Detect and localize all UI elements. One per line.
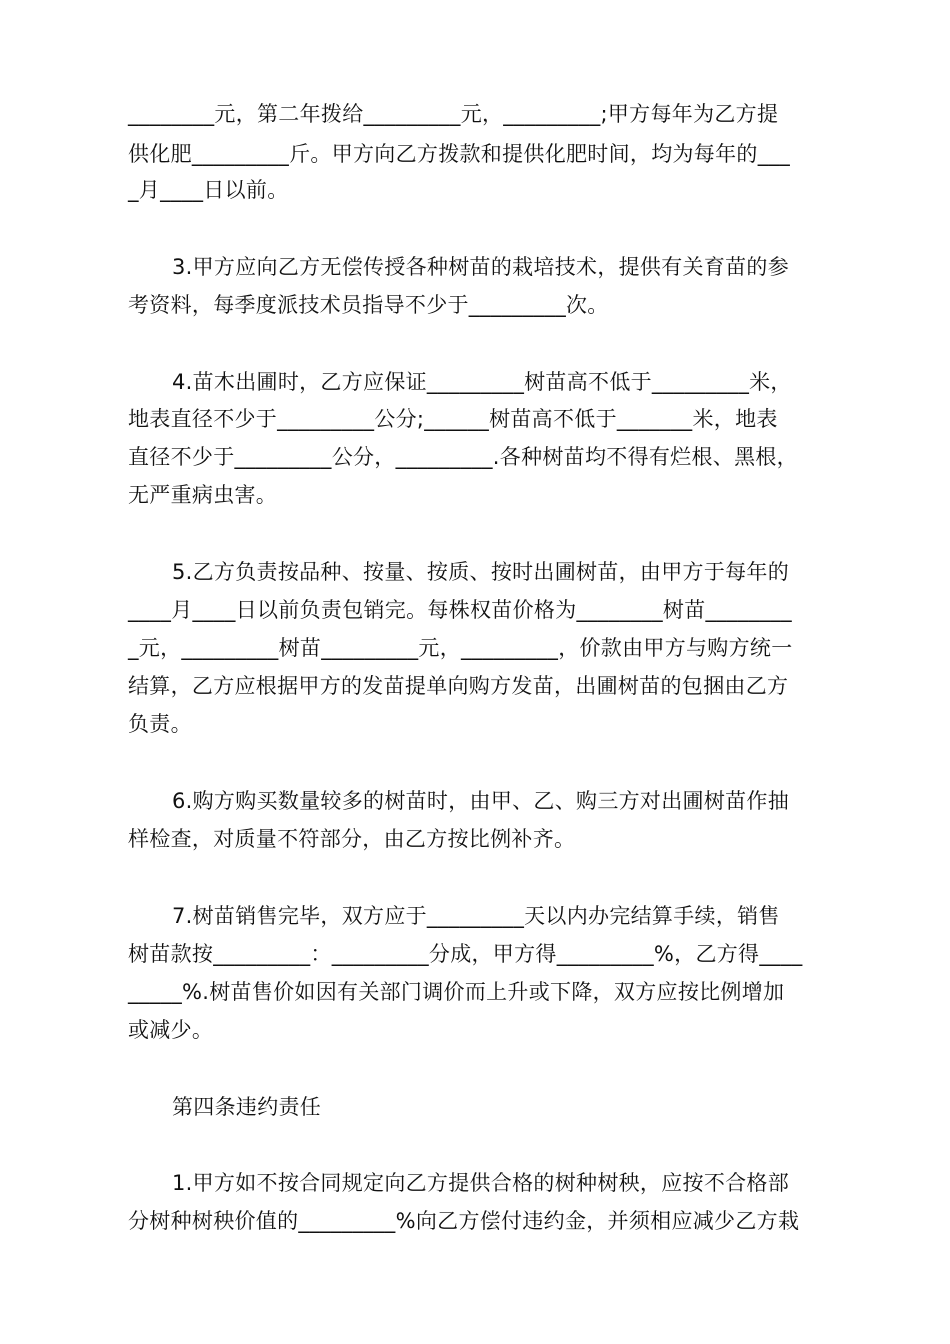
text-line: 4.苗木出圃时，乙方应保证_________树苗高不低于_________米，: [172, 370, 792, 394]
text-line: 或减少。: [128, 1018, 214, 1042]
text-line: 5.乙方负责按品种、按量、按质、按时出圃树苗，由甲方于每年的: [172, 560, 790, 584]
text-line: 结算，乙方应根据甲方的发苗提单向购方发苗，出圃树苗的包捆由乙方: [128, 674, 789, 698]
text-line: ________元，第二年拨给_________元，_________;甲方每年为乙方提: [128, 102, 779, 126]
text-line: _元，_________树苗_________元，_________，价款由甲方与购方统一: [128, 636, 793, 660]
text-line: 样检查，对质量不符部分，由乙方按比例补齐。: [128, 827, 576, 851]
text-line: 考资料，每季度派技术员指导不少于_________次。: [128, 293, 609, 317]
text-line: 直径不少于_________公分，_________.各种树苗均不得有烂根、黑根，: [128, 445, 798, 469]
section-heading: 第四条违约责任: [172, 1095, 322, 1119]
text-line: _____%.树苗售价如因有关部门调价而上升或下降，双方应按比例增加: [128, 980, 785, 1004]
text-line: 地表直径不少于_________公分;______树苗高不低于_______米，地表: [128, 407, 778, 431]
text-line: 负责。: [128, 712, 192, 736]
text-line: 供化肥_________斤。甲方向乙方拨款和提供化肥时间，均为每年的___: [128, 142, 791, 166]
text-line: 3.甲方应向乙方无偿传授各种树苗的栽培技术，提供有关育苗的参: [172, 255, 790, 279]
text-line: 1.甲方如不按合同规定向乙方提供合格的树种树秧，应按不合格部: [172, 1171, 790, 1195]
text-line: 无严重病虫害。: [128, 483, 278, 507]
text-line: 6.购方购买数量较多的树苗时，由甲、乙、购三方对出圃树苗作抽: [172, 789, 790, 813]
text-line: 7.树苗销售完毕，双方应于_________天以内办完结算手续，销售: [172, 904, 780, 928]
text-line: 分树种树秧价值的_________%向乙方偿付违约金，并须相应减少乙方栽: [128, 1209, 800, 1233]
text-line: 树苗款按_________：_________分成，甲方得_________%，乙方得____: [128, 942, 803, 966]
text-line: _月____日以前。: [128, 178, 289, 202]
text-line: ____月____日以前负责包销完。每株权苗价格为________树苗________: [128, 598, 792, 622]
